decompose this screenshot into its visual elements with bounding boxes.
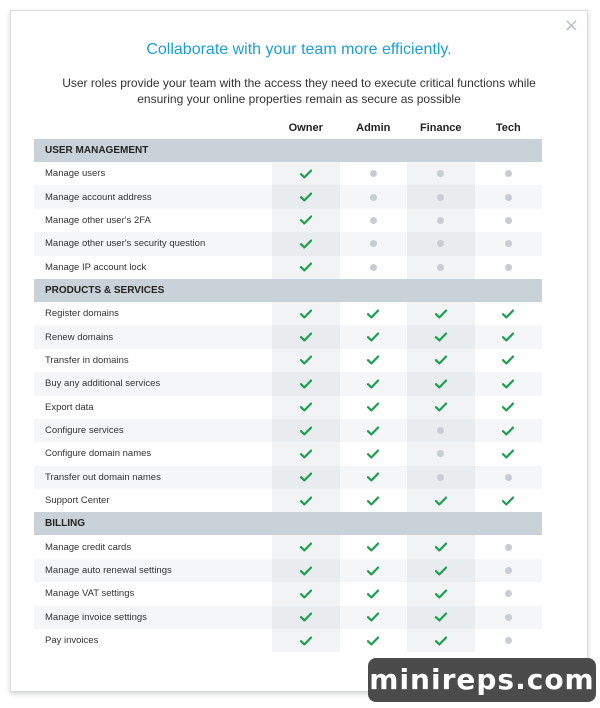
dot-icon	[505, 614, 512, 621]
access-cell	[340, 489, 408, 512]
access-cell	[272, 349, 340, 372]
access-cell	[340, 232, 408, 255]
access-cell	[475, 489, 543, 512]
access-cell	[272, 559, 340, 582]
check-icon	[367, 612, 379, 622]
check-icon	[300, 332, 312, 342]
access-cell	[272, 466, 340, 489]
access-cell	[340, 349, 408, 372]
modal-title: Collaborate with your team more efficiently.	[146, 41, 452, 58]
access-cell	[475, 349, 543, 372]
access-cell	[272, 209, 340, 232]
section-title: BILLING	[34, 512, 542, 535]
access-cell	[340, 325, 408, 348]
check-icon	[367, 496, 379, 506]
access-cell	[272, 396, 340, 419]
check-icon	[367, 566, 379, 576]
table-header-row	[34, 116, 542, 139]
check-icon	[435, 542, 447, 552]
access-cell	[475, 185, 543, 208]
table-row	[34, 256, 542, 279]
table-row	[34, 466, 542, 489]
access-cell	[340, 372, 408, 395]
permission-label: Manage other user's 2FA	[34, 209, 272, 232]
access-cell	[340, 396, 408, 419]
access-cell	[340, 535, 408, 558]
check-icon	[367, 426, 379, 436]
check-icon	[300, 542, 312, 552]
access-cell	[340, 582, 408, 605]
access-cell	[407, 209, 475, 232]
permissions-table	[34, 116, 542, 652]
access-cell	[475, 629, 543, 652]
modal-subtitle: User roles provide your team with the access they need to execute critical functions while ensuring your online properties remain as secure as possible	[62, 76, 536, 106]
access-cell	[340, 559, 408, 582]
access-cell	[475, 582, 543, 605]
dot-icon	[437, 170, 444, 177]
access-cell	[475, 396, 543, 419]
access-cell	[475, 535, 543, 558]
table-row	[34, 419, 542, 442]
permission-label: Register domains	[34, 302, 272, 325]
permission-label: Manage invoice settings	[34, 606, 272, 629]
check-icon	[367, 472, 379, 482]
access-cell	[272, 442, 340, 465]
check-icon	[300, 612, 312, 622]
check-icon	[300, 215, 312, 225]
check-icon	[300, 566, 312, 576]
access-cell	[475, 466, 543, 489]
dot-icon	[505, 170, 512, 177]
check-icon	[502, 426, 514, 436]
check-icon	[435, 355, 447, 365]
check-icon	[300, 379, 312, 389]
check-icon	[367, 636, 379, 646]
access-cell	[340, 629, 408, 652]
access-cell	[272, 419, 340, 442]
access-cell	[340, 442, 408, 465]
dot-icon	[437, 217, 444, 224]
watermark: minireps.com	[368, 658, 596, 702]
permission-label: Export data	[34, 396, 272, 419]
access-cell	[340, 302, 408, 325]
access-cell	[407, 535, 475, 558]
check-icon	[435, 612, 447, 622]
table-row	[34, 209, 542, 232]
access-cell	[475, 442, 543, 465]
access-cell	[407, 185, 475, 208]
access-cell	[340, 185, 408, 208]
check-icon	[502, 496, 514, 506]
dot-icon	[505, 240, 512, 247]
dot-icon	[437, 427, 444, 434]
dot-icon	[370, 194, 377, 201]
check-icon	[300, 426, 312, 436]
table-row	[34, 489, 542, 512]
access-cell	[272, 256, 340, 279]
dot-icon	[437, 474, 444, 481]
check-icon	[300, 472, 312, 482]
access-cell	[475, 209, 543, 232]
dot-icon	[505, 590, 512, 597]
access-cell	[272, 606, 340, 629]
access-cell	[407, 302, 475, 325]
table-row	[34, 396, 542, 419]
access-cell	[407, 325, 475, 348]
check-icon	[502, 355, 514, 365]
access-cell	[407, 489, 475, 512]
check-icon	[300, 636, 312, 646]
section-title: USER MANAGEMENT	[34, 139, 542, 162]
section-title: PRODUCTS & SERVICES	[34, 279, 542, 302]
table-row	[34, 232, 542, 255]
access-cell	[407, 162, 475, 185]
access-cell	[407, 559, 475, 582]
check-icon	[435, 589, 447, 599]
table-row	[34, 559, 542, 582]
access-cell	[340, 419, 408, 442]
table-row	[34, 442, 542, 465]
table-row	[34, 629, 542, 652]
column-header-finance: Finance	[419, 121, 462, 134]
check-icon	[502, 309, 514, 319]
dot-icon	[370, 170, 377, 177]
check-icon	[435, 402, 447, 412]
section-header	[34, 139, 542, 162]
access-cell	[407, 629, 475, 652]
dot-icon	[505, 637, 512, 644]
check-icon	[367, 355, 379, 365]
check-icon	[367, 542, 379, 552]
check-icon	[435, 566, 447, 576]
dot-icon	[505, 544, 512, 551]
check-icon	[300, 589, 312, 599]
check-icon	[502, 449, 514, 459]
section-header	[34, 512, 542, 535]
access-cell	[272, 302, 340, 325]
check-icon	[300, 239, 312, 249]
table-row	[34, 372, 542, 395]
dot-icon	[437, 264, 444, 271]
table-row	[34, 606, 542, 629]
check-icon	[367, 449, 379, 459]
header-blank	[34, 116, 272, 139]
access-cell	[475, 162, 543, 185]
access-cell	[272, 372, 340, 395]
close-icon[interactable]: ×	[563, 15, 579, 36]
access-cell	[475, 606, 543, 629]
dot-icon	[437, 194, 444, 201]
column-header-tech: Tech	[495, 121, 521, 134]
check-icon	[502, 379, 514, 389]
access-cell	[407, 396, 475, 419]
check-icon	[300, 355, 312, 365]
access-cell	[407, 582, 475, 605]
access-cell	[407, 256, 475, 279]
column-header-admin: Admin	[356, 121, 391, 134]
permission-label: Pay invoices	[34, 629, 272, 652]
access-cell	[272, 232, 340, 255]
permission-label: Manage account address	[34, 185, 272, 208]
check-icon	[435, 379, 447, 389]
access-cell	[475, 419, 543, 442]
dot-icon	[437, 450, 444, 457]
access-cell	[475, 325, 543, 348]
check-icon	[367, 379, 379, 389]
access-cell	[407, 466, 475, 489]
access-cell	[475, 302, 543, 325]
dot-icon	[370, 217, 377, 224]
permission-label: Manage other user's security question	[34, 232, 272, 255]
access-cell	[340, 209, 408, 232]
access-cell	[475, 256, 543, 279]
permission-label: Buy any additional services	[34, 372, 272, 395]
table-row	[34, 185, 542, 208]
access-cell	[407, 606, 475, 629]
table-row	[34, 302, 542, 325]
access-cell	[340, 162, 408, 185]
dot-icon	[505, 567, 512, 574]
dot-icon	[370, 264, 377, 271]
check-icon	[435, 636, 447, 646]
access-cell	[272, 629, 340, 652]
dot-icon	[505, 264, 512, 271]
access-cell	[272, 489, 340, 512]
check-icon	[435, 496, 447, 506]
permission-label: Support Center	[34, 489, 272, 512]
access-cell	[475, 559, 543, 582]
permission-label: Renew domains	[34, 325, 272, 348]
access-cell	[272, 325, 340, 348]
check-icon	[300, 449, 312, 459]
check-icon	[300, 262, 312, 272]
access-cell	[475, 232, 543, 255]
permission-label: Configure domain names	[34, 442, 272, 465]
section-header	[34, 279, 542, 302]
dot-icon	[370, 240, 377, 247]
check-icon	[367, 589, 379, 599]
access-cell	[407, 419, 475, 442]
check-icon	[502, 332, 514, 342]
access-cell	[407, 232, 475, 255]
table-row	[34, 349, 542, 372]
permission-label: Manage users	[34, 162, 272, 185]
table-row	[34, 535, 542, 558]
access-cell	[407, 372, 475, 395]
table-row	[34, 582, 542, 605]
access-cell	[272, 582, 340, 605]
permission-label: Manage VAT settings	[34, 582, 272, 605]
dot-icon	[505, 194, 512, 201]
permission-label: Configure services	[34, 419, 272, 442]
check-icon	[300, 402, 312, 412]
access-cell	[340, 466, 408, 489]
permission-label: Manage credit cards	[34, 535, 272, 558]
access-cell	[407, 349, 475, 372]
permission-label: Transfer out domain names	[34, 466, 272, 489]
permission-label: Transfer in domains	[34, 349, 272, 372]
table-row	[34, 162, 542, 185]
dot-icon	[505, 217, 512, 224]
access-cell	[340, 256, 408, 279]
permission-label: Manage IP account lock	[34, 256, 272, 279]
check-icon	[300, 496, 312, 506]
check-icon	[300, 309, 312, 319]
check-icon	[300, 169, 312, 179]
check-icon	[300, 192, 312, 202]
access-cell	[407, 442, 475, 465]
permission-label: Manage auto renewal settings	[34, 559, 272, 582]
check-icon	[435, 332, 447, 342]
dot-icon	[437, 240, 444, 247]
check-icon	[367, 332, 379, 342]
check-icon	[435, 309, 447, 319]
access-cell	[272, 185, 340, 208]
check-icon	[367, 309, 379, 319]
table-row	[34, 325, 542, 348]
check-icon	[367, 402, 379, 412]
access-cell	[340, 606, 408, 629]
access-cell	[272, 162, 340, 185]
access-cell	[272, 535, 340, 558]
access-cell	[475, 372, 543, 395]
column-header-owner: Owner	[288, 121, 323, 134]
check-icon	[502, 402, 514, 412]
dot-icon	[505, 474, 512, 481]
